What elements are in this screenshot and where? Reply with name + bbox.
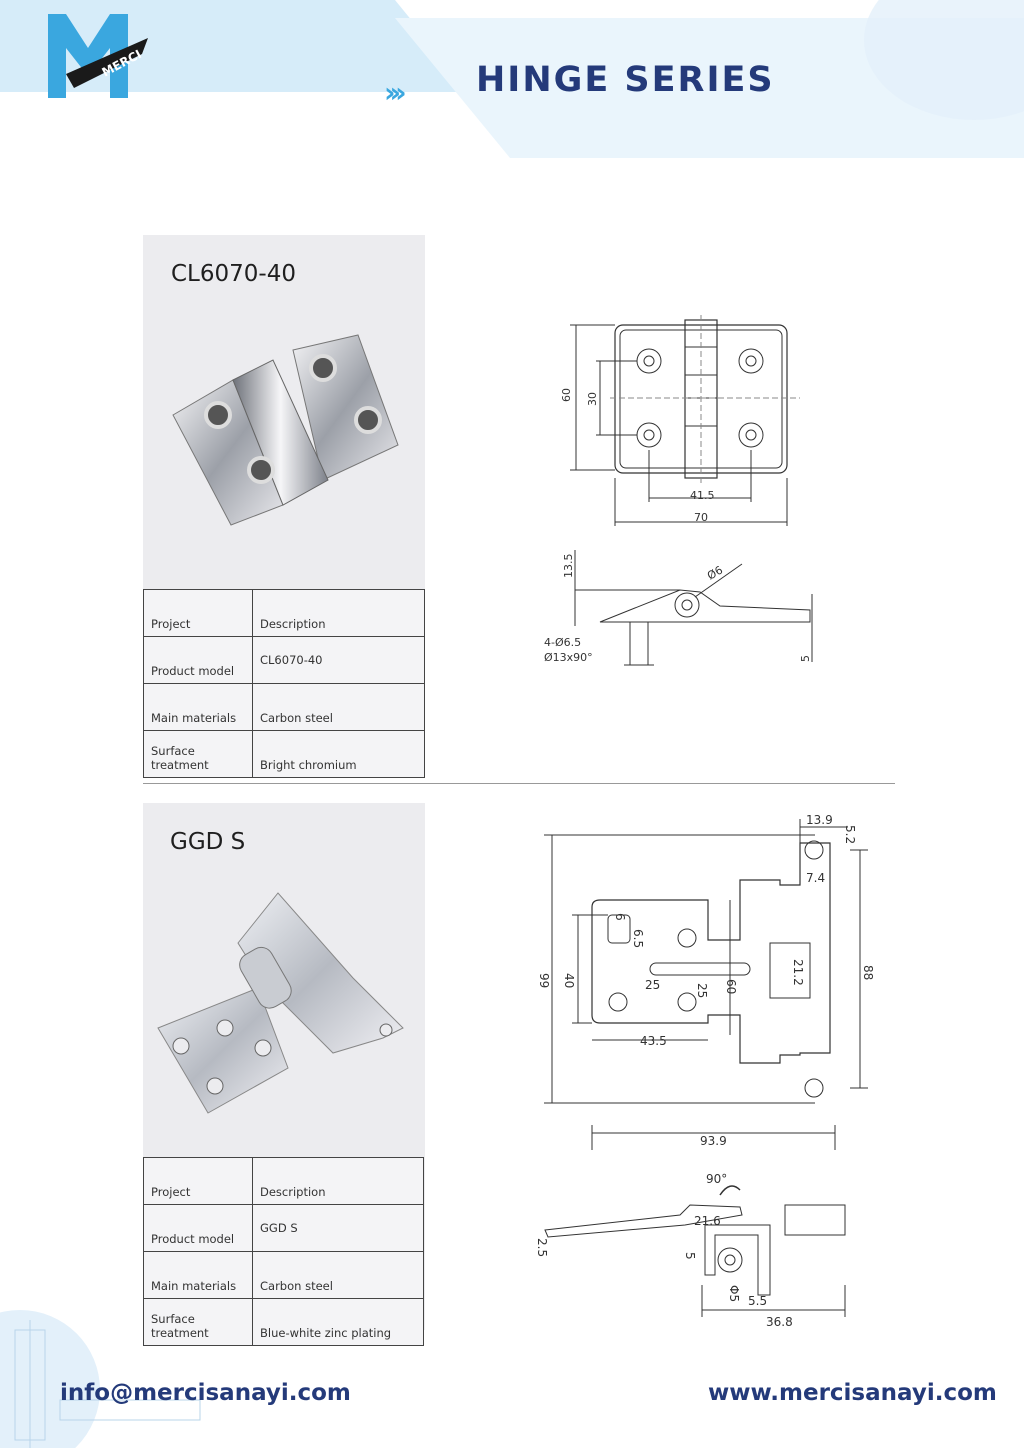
spec-table-cl6070 (143, 589, 425, 778)
table-row (144, 1252, 424, 1299)
dim-label: 93.9 (700, 1134, 727, 1148)
table-cell: CL6070-40 (253, 637, 425, 684)
section-divider (143, 783, 895, 784)
dim-label: 13.9 (806, 813, 833, 827)
product-title: CL6070-40 (171, 261, 296, 287)
table-cell: Product model (144, 1205, 253, 1252)
table-cell: GGD S (253, 1205, 424, 1252)
technical-drawing-cl6070 (530, 310, 830, 680)
table-cell: Product model (144, 637, 253, 684)
dim-label: 5.2 (843, 825, 857, 845)
dim-label: 4-Ø6.5 (544, 636, 582, 649)
dim-label: Ø6 (705, 563, 726, 583)
table-cell: Surface treatment (144, 1299, 253, 1346)
dim-label: 70 (694, 511, 708, 524)
page-title: HINGE SERIES (476, 60, 775, 100)
table-cell: Project (144, 590, 253, 637)
dim-label: 36.8 (766, 1315, 793, 1329)
dim-label: 90° (706, 1172, 728, 1186)
table-cell: Main materials (144, 1252, 253, 1299)
table-row (144, 637, 425, 684)
table-cell: Bright chromium (253, 731, 425, 778)
website-link[interactable]: www.mercisanayi.com (708, 1380, 997, 1406)
technical-drawing-ggds (530, 805, 875, 1335)
dim-label: 41.5 (690, 489, 715, 502)
dim-label: 13.5 (562, 553, 575, 578)
dim-label: 25 (695, 983, 709, 999)
table-cell: Carbon steel (253, 684, 425, 731)
logo-text: MERCI (99, 47, 144, 80)
merci-logo[interactable] (44, 14, 154, 104)
table-cell: Project (144, 1158, 253, 1205)
dim-label: Ø13x90° (544, 651, 593, 664)
table-cell: Description (253, 590, 425, 637)
product-title: GGD S (170, 829, 246, 855)
table-row (144, 731, 425, 778)
table-header-row (144, 1158, 424, 1205)
dim-label: 30 (586, 392, 599, 406)
footer-decoration (0, 1310, 220, 1448)
table-header-row (144, 590, 425, 637)
dim-label: 60 (724, 979, 738, 995)
dim-label: 99 (537, 973, 551, 989)
dim-label: 25 (645, 978, 661, 992)
table-row (144, 684, 425, 731)
dim-label: 60 (560, 388, 573, 402)
dim-label: 5 (683, 1252, 697, 1260)
dim-label: 21.6 (694, 1214, 721, 1228)
dim-label: 7.4 (806, 871, 826, 885)
dim-label: 40 (562, 973, 576, 989)
table-cell: Surface treatment (144, 731, 253, 778)
dim-label: 5.5 (748, 1294, 768, 1308)
dim-label: 88 (861, 965, 875, 981)
table-cell: Blue-white zinc plating (253, 1299, 424, 1346)
table-row (144, 1205, 424, 1252)
dim-label: 2.5 (535, 1238, 549, 1258)
dim-label: 5 (799, 655, 812, 662)
dim-label: 43.5 (640, 1034, 667, 1048)
dim-label: 6 (613, 913, 627, 921)
hinge-photo-cl6070 (163, 330, 413, 540)
table-cell: Carbon steel (253, 1252, 424, 1299)
table-cell: Description (253, 1158, 424, 1205)
table-cell: Main materials (144, 684, 253, 731)
chevrons-icon: ››› (384, 76, 401, 109)
dim-label: 6.5 (631, 929, 645, 949)
hinge-photo-ggds (153, 888, 418, 1123)
dim-label: 21.2 (791, 959, 805, 986)
dim-label: Φ5 (727, 1285, 741, 1303)
email-link[interactable]: info@mercisanayi.com (60, 1380, 351, 1406)
